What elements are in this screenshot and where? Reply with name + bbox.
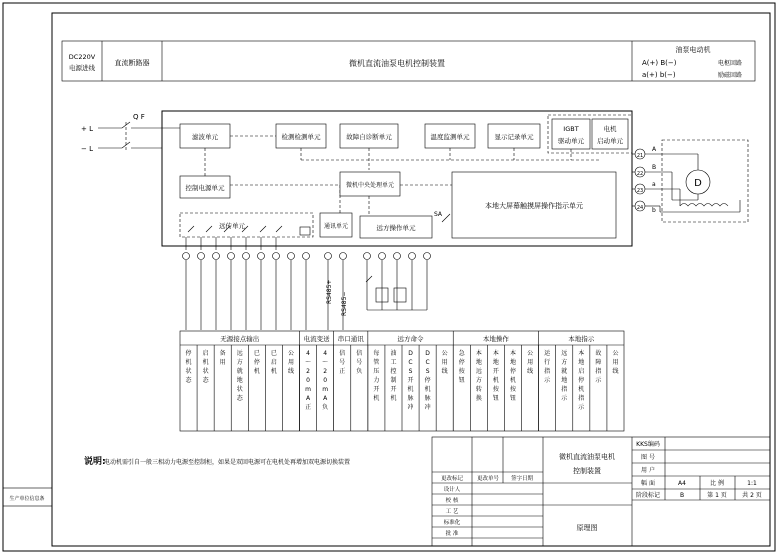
terminal-row	[183, 253, 431, 260]
supply-pos: + L	[81, 125, 93, 133]
legend-col-18: 本地开机按钮	[492, 350, 499, 402]
legend-col-9: 信号正	[339, 350, 346, 375]
tb-stage-label: 阶段标记	[635, 492, 661, 499]
igbt-label-1: IGBT	[563, 125, 579, 133]
tb-project2: 控制装置	[573, 467, 601, 475]
remote-op-label: 远方操作单元	[376, 224, 416, 232]
tb-role-1: 校 核	[445, 498, 459, 504]
temp-unit-label: 温度监测单元	[430, 133, 470, 141]
legend-col-0: 停机状态	[185, 350, 192, 384]
supply-qf: Q F	[133, 113, 145, 121]
legend-col-14: D C S 停机脉冲	[424, 350, 431, 411]
supply-neg: − L	[81, 145, 93, 153]
legend-col-2: 备用	[219, 350, 226, 366]
screen-label: 本地大屏幕触摸屏操作指示单元	[485, 202, 583, 210]
legend-col-23: 本地启停机指示	[578, 350, 585, 411]
tb-role-4: 批 准	[445, 531, 459, 537]
rs485-minus: RS485−	[341, 291, 348, 316]
legend-header-3: 远方命令	[397, 335, 424, 343]
legend-col-1: 启机状态	[202, 350, 209, 384]
ctrl-power-label: 控制电源单元	[185, 184, 225, 192]
header-breaker: 直流断路器	[114, 59, 150, 67]
tb-fig: 图 号	[641, 454, 655, 461]
legend-header-1: 电流变送	[303, 335, 330, 343]
legend-col-20: 公用线	[527, 350, 534, 375]
tb-role-3: 标准化	[443, 520, 461, 526]
term-A: A	[652, 146, 657, 153]
term-B: B	[652, 164, 657, 171]
filter-unit-label: 滤波单元	[192, 133, 218, 141]
header-dc: DC220V	[68, 53, 96, 61]
header-field: 励磁回路	[718, 72, 743, 79]
tb-kks: KKS编码	[636, 441, 660, 448]
comm-label: 通讯单元	[323, 223, 349, 230]
legend-header-4: 本地操作	[482, 335, 509, 343]
legend-col-6: 公用线	[287, 350, 295, 375]
svg-text:22: 22	[636, 171, 644, 177]
legend-col-13: D C S 开机脉冲	[407, 350, 414, 411]
relay-label: 远传单元	[219, 222, 245, 230]
legend-header-0: 无源接点输出	[220, 335, 260, 343]
legend-col-3: 远方就地状态	[236, 350, 243, 402]
tb-row-0: 更改标记	[440, 476, 464, 482]
legend-col-10: 信号负	[356, 350, 363, 375]
legend-col-16: 急停按钮	[458, 350, 465, 384]
motor-start-label-1: 电机	[603, 125, 617, 133]
legend-col-21: 运行指示	[544, 350, 551, 384]
tb-scale-label: 比 例	[710, 480, 724, 487]
svg-text:23: 23	[636, 188, 644, 194]
legend-col-24: 故障指示	[595, 350, 602, 384]
legend-col-5: 已启机	[270, 350, 277, 375]
tb-sheet: 第 1 页	[707, 492, 727, 499]
header-field-terms: a(+) b(−)	[642, 71, 676, 79]
side-label: 生产单位信息条	[9, 496, 45, 502]
legend-col-11: 每管压力开机	[373, 350, 380, 402]
legend-header-5: 本地指示	[568, 335, 595, 343]
motor-enclosure	[662, 140, 748, 222]
motor-label: D	[694, 178, 702, 189]
tb-size-val: A4	[678, 480, 686, 487]
inner-frame	[52, 13, 770, 546]
legend-header-2: 串口通讯	[337, 335, 364, 343]
tb-size-label: 幅 面	[641, 480, 655, 487]
tb-total: 共 2 页	[742, 492, 762, 499]
legend-col-25: 公用线	[612, 350, 619, 375]
legend-col-15: 公用线	[441, 350, 448, 375]
cpu-label: 微机中央处理单元	[345, 182, 395, 189]
header-armature: 电枢回路	[718, 60, 743, 67]
motor-start-label-2: 启动单元	[597, 137, 623, 145]
header-motor: 油泵电动机	[675, 46, 711, 54]
legend-col-8: 4 ～ 2 0 m A 负	[322, 350, 329, 411]
legend-col-19: 本地停机按钮	[509, 350, 517, 402]
header-supply: 电源进线	[69, 64, 95, 72]
svg-text:24: 24	[636, 205, 644, 211]
relay-unit	[180, 213, 313, 237]
header-armature-terms: A(+) B(−)	[642, 59, 677, 67]
legend-col-7: 4 ～ 2 0 m A 正	[305, 350, 312, 411]
svg-text:21: 21	[636, 153, 644, 159]
term-b: b	[652, 207, 656, 214]
legend-col-12: 油工控制开机	[390, 350, 397, 402]
tb-row-2: 签字日期	[510, 476, 534, 482]
tb-drawing: 原理图	[576, 524, 598, 532]
fault-unit-label: 故障自诊断单元	[346, 133, 392, 141]
legend-col-22: 远方就地指示	[561, 350, 568, 402]
legend-col-17: 本地远方转换	[475, 350, 482, 402]
note-label: 说明:	[84, 457, 106, 467]
legend-col-4: 已停机	[253, 350, 260, 375]
tb-row-1: 更改单号	[476, 476, 500, 482]
igbt-label-2: 驱动单元	[558, 137, 584, 145]
term-a: a	[652, 181, 656, 188]
note-text: 电动机需引自一般三相动力电源至控制柜，如果是双回电源可在电机处再增加双电源切换装置	[104, 459, 351, 466]
rs485-plus: RS485+	[326, 279, 333, 304]
outer-frame	[3, 3, 775, 551]
header-title: 微机直流油泵电机控制装置	[349, 59, 445, 68]
sa-label: SA	[434, 211, 443, 218]
tb-stage-val: B	[679, 492, 685, 499]
detect-unit-label: 检测检测单元	[281, 133, 321, 141]
tb-project: 微机直流油泵电机	[559, 453, 615, 461]
display-unit-label: 显示记录单元	[494, 133, 534, 141]
tb-user: 用 户	[641, 467, 655, 474]
tb-role-2: 工 艺	[445, 509, 459, 515]
tb-scale-val: 1:1	[747, 480, 757, 487]
tb-role-0: 设计人	[443, 487, 461, 493]
